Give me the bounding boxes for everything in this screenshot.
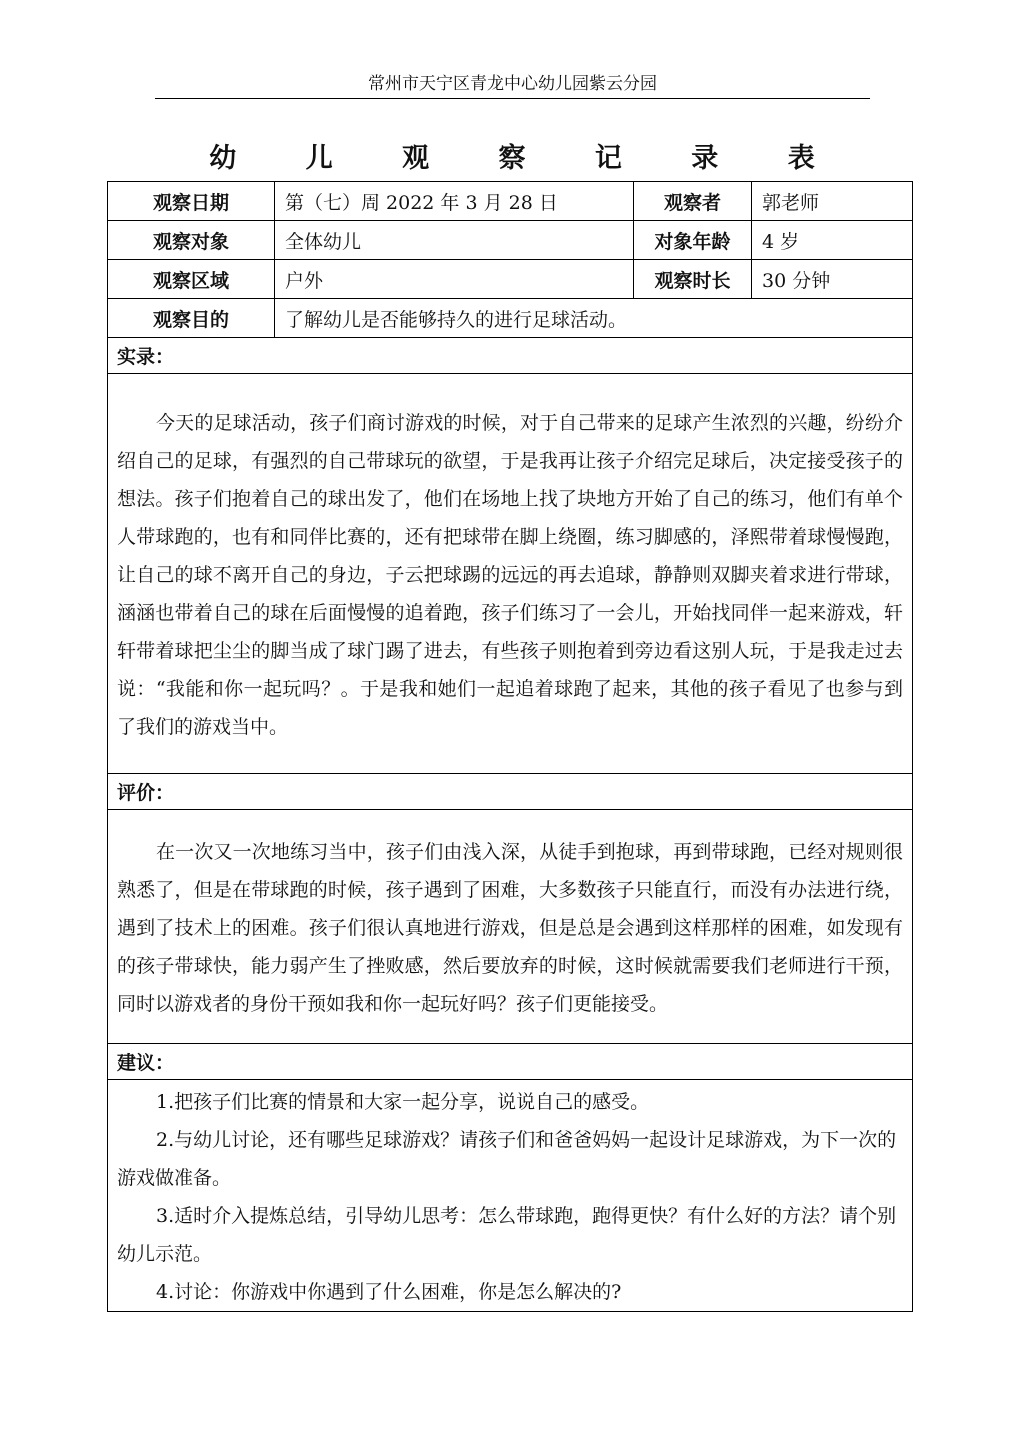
purpose-label: 观察目的 bbox=[108, 299, 275, 338]
evaluation-body-row bbox=[108, 810, 913, 1044]
document-title: 幼 儿 观 察 记 录 表 bbox=[209, 143, 845, 174]
age-label: 对象年龄 bbox=[634, 221, 752, 260]
row-area bbox=[108, 260, 913, 299]
evaluation-heading-row bbox=[108, 774, 913, 810]
record-text: 今天的足球活动，孩子们商讨游戏的时候，对于自己带来的足球产生浓烈的兴趣，纷纷介绍自己的足球，有强烈的自己带球玩的欲望，于是我再让孩子介绍完足球后，决定接受孩子的想法。孩子们抱着自己的球出发了，他们在场地上找了块地方开始了自己的练习，他们有单个人带球跑的，也有和同伴比赛的，还有把球带在脚上绕圈，练习脚感的，泽熙带着球慢慢跑，让自己的球不离开自己的身边，子云把球踢的远远的再去追球，静静则双脚夹着求进行带球，涵涵也带着自己的球在后面慢慢的追着跑，孩子们练习了一会儿，开始找同伴一起来游戏，轩轩带着球把尘尘的脚当成了球门踢了进去，有些孩子则抱着到旁边看这别人玩，于是我走过去说：“我能和你一起玩吗？。于是我和她们一起追着球跑了起来，其他的孩子看见了也参与到了我们的游戏当中。 bbox=[117, 412, 903, 738]
date-label: 观察日期 bbox=[108, 182, 275, 221]
suggestions-heading: 建议： bbox=[108, 1044, 913, 1080]
area-value: 户外 bbox=[275, 260, 634, 299]
suggestions-heading-row bbox=[108, 1044, 913, 1080]
record-body-row bbox=[108, 374, 913, 774]
purpose-value: 了解幼儿是否能够持久的进行足球活动。 bbox=[275, 299, 913, 338]
observer-label: 观察者 bbox=[634, 182, 752, 221]
suggestions-body-row bbox=[108, 1080, 913, 1312]
row-date bbox=[108, 182, 913, 221]
suggestion-item: 1.把孩子们比赛的情景和大家一起分享，说说自己的感受。 bbox=[156, 1091, 650, 1113]
observation-record-table bbox=[107, 181, 913, 1312]
suggestions-body bbox=[108, 1080, 913, 1312]
suggestion-item: 2.与幼儿讨论，还有哪些足球游戏？请孩子们和爸爸妈妈一起设计足球游戏，为下一次的游戏做准备。 bbox=[117, 1129, 897, 1189]
duration-value: 30 分钟 bbox=[752, 260, 913, 299]
duration-label: 观察时长 bbox=[634, 260, 752, 299]
evaluation-heading: 评价： bbox=[108, 774, 913, 810]
record-body bbox=[108, 374, 913, 774]
date-value: 第（七）周 2022 年 3 月 28 日 bbox=[275, 182, 634, 221]
row-purpose bbox=[108, 299, 913, 338]
evaluation-text: 在一次又一次地练习当中，孩子们由浅入深，从徒手到抱球，再到带球跑，已经对规则很熟悉了，但是在带球跑的时候，孩子遇到了困难，大多数孩子只能直行，而没有办法进行绕，遇到了技术上的困难。孩子们很认真地进行游戏，但是总是会遇到这样那样的困难，如发现有的孩子带球快，能力弱产生了挫败感，然后要放弃的时候，这时候就需要我们老师进行干预，同时以游戏者的身份干预如我和你一起玩好吗？孩子们更能接受。 bbox=[117, 841, 903, 1015]
row-subject bbox=[108, 221, 913, 260]
suggestion-item: 4.讨论：你游戏中你遇到了什么困难，你是怎么解决的? bbox=[156, 1281, 622, 1303]
subject-label: 观察对象 bbox=[108, 221, 275, 260]
observer-value: 郭老师 bbox=[752, 182, 913, 221]
suggestion-item: 3.适时介入提炼总结，引导幼儿思考：怎么带球跑，跑得更快？有什么好的方法？请个别幼儿示范。 bbox=[117, 1205, 897, 1265]
record-heading: 实录： bbox=[108, 338, 913, 374]
record-heading-row bbox=[108, 338, 913, 374]
school-header: 常州市天宁区青龙中心幼儿园紫云分园 bbox=[155, 70, 870, 99]
area-label: 观察区域 bbox=[108, 260, 275, 299]
age-value: 4 岁 bbox=[752, 221, 913, 260]
subject-value: 全体幼儿 bbox=[275, 221, 634, 260]
evaluation-body bbox=[108, 810, 913, 1044]
